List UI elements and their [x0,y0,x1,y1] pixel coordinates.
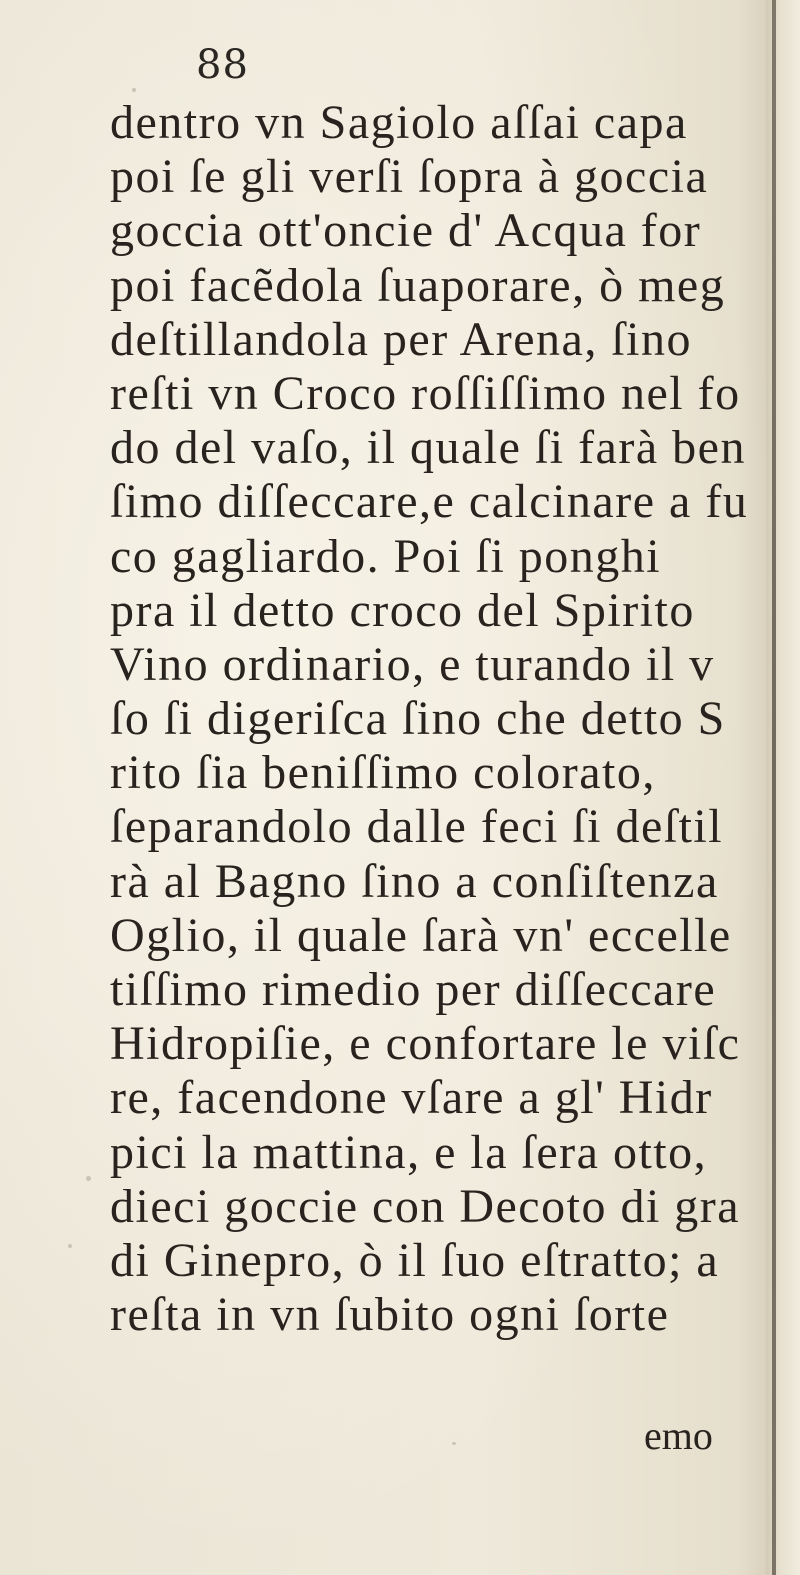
text-line: rà al Bagno ſino a conſiſtenza [110,854,719,908]
text-line: rito ſia beniſſimo colorato, [110,746,656,800]
text-line: pra il detto croco del Spirito [110,583,695,637]
catchword: emo [644,1413,713,1458]
text-line: tiſſimo rimedio per diſſeccare [110,963,717,1016]
text-line: di Ginepro, ò il ſuo eſtratto; a [110,1233,720,1287]
text-line: dieci goccie con Decoto di gra [110,1179,741,1233]
text-line: dentro vn Sagiolo aſſai capa [110,96,688,149]
body-text [110,96,800,1496]
text-line: ſo ſi digeriſca ſino che detto S [110,692,726,746]
text-line: goccia ott'oncie d' Acqua for [110,204,702,258]
text-line: Vino ordinario, e turando il v [110,637,715,691]
text-line: pici la mattina, e la ſera otto, [110,1125,708,1179]
text-line: ſeparandolo dalle feci ſi deſtil [110,800,724,854]
text-line: co gagliardo. Poi ſi ponghi [110,529,662,583]
text-line: do del vaſo, il quale ſi farà ben [110,421,746,475]
text-line: poi ſe gli verſi ſopra à goccia [110,150,709,204]
text-line: re, facendone vſare a gl' Hidr [110,1071,713,1125]
paper-speck [68,1244,72,1248]
page-number: 88 [196,42,249,88]
text-line: Hidropiſie, e confortare le viſc [110,1017,741,1071]
text-line: Oglio, il quale ſarà vn' eccelle [110,908,732,962]
paper-speck [132,88,136,92]
text-line: reſta in vn ſubito ogni ſorte [110,1288,670,1342]
text-line: poi facẽdola ſuaporare, ò meg [110,258,726,312]
paper-speck [86,1176,91,1181]
text-line: ſimo diſſeccare,e calcinare a fu [110,475,749,529]
text-line: reſti vn Croco roſſiſſimo nel fo [110,366,741,420]
text-line: deſtillandola per Arena, ſino [110,312,692,366]
